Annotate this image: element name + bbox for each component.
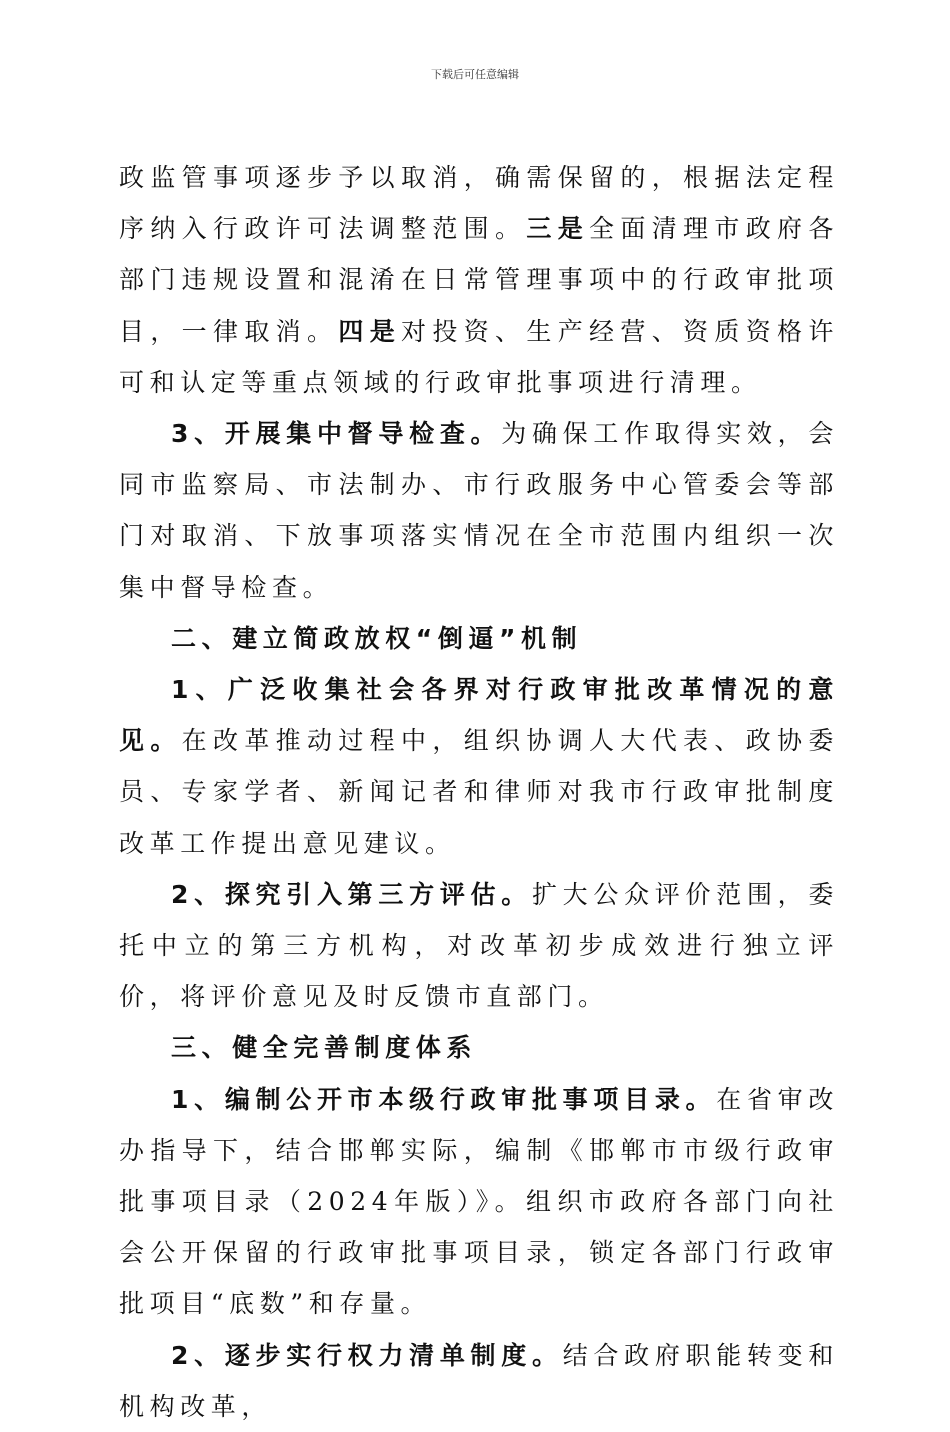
- document-body: [119, 152, 839, 1432]
- paragraph-bold-lead: 1、广泛收集社会各界对行政审批改革情况的意见。: [119, 675, 839, 756]
- bold-label-si-shi: 四是: [338, 316, 402, 346]
- bold-label-san-shi: 三是: [526, 214, 590, 244]
- section-heading-2: 二、建立简政放权“倒逼”机制: [171, 623, 583, 653]
- paragraph-inspection: [119, 408, 839, 613]
- paragraph-text: 为确保工作取得实效，会同市监察局、市法制办、市行政服务中心管委会等部门对取消、下放事项落实情况在全市范围内组织一次集中督导检查。: [119, 419, 839, 602]
- paragraph-text: 在改革推动过程中，组织协调人大代表、政协委员、专家学者、新闻记者和律师对我市行政审批制度改革工作提出意见建议。: [119, 726, 839, 858]
- paragraph-text: 在省审改办指导下，结合邯郸实际，编制《邯郸市市级行政审批事项目录（2024年版）》。组织市政府各部门向社会公开保留的行政审批事项目录，锁定各部门行政审批项目“底数”和存量。: [119, 1084, 839, 1319]
- paragraph-collect-opinions: [119, 664, 839, 869]
- paragraph-text: 政监管事项逐步予以取消，确需保留的，根据法定程序纳入行政许可法调整范围。: [119, 163, 839, 244]
- paragraph-text: 全面清理市政府各部门违规设置和混淆在日常管理事项中的行政审批项目，一律取消。: [119, 214, 839, 346]
- paragraph-bold-lead: 2、探究引入第三方评估。: [171, 879, 532, 909]
- page-header: 下载后可任意编辑: [431, 68, 519, 81]
- paragraph-third-party: [119, 869, 839, 1023]
- paragraph-bold-lead: 2、逐步实行权力清单制度。: [171, 1340, 563, 1370]
- section-heading-3: 三、健全完善制度体系: [171, 1033, 478, 1063]
- paragraph-continued: [119, 152, 839, 408]
- paragraph-power-list: [119, 1330, 839, 1432]
- paragraph-catalog: [119, 1074, 839, 1330]
- paragraph-bold-lead: 1、编制公开市本级行政审批事项目录。: [171, 1084, 717, 1114]
- paragraph-bold-lead: 3、开展集中督导检查。: [171, 419, 502, 449]
- paragraph-text: 扩大公众评价范围，委托中立的第三方机构，对改革初步成效进行独立评价，将评价意见及时反馈市直部门。: [119, 879, 839, 1012]
- paragraph-text: 对投资、生产经营、资质资格许可和认定等重点领域的行政审批事项进行清理。: [119, 316, 839, 397]
- paragraph-text: 结合政府职能转变和机构改革，: [119, 1340, 839, 1421]
